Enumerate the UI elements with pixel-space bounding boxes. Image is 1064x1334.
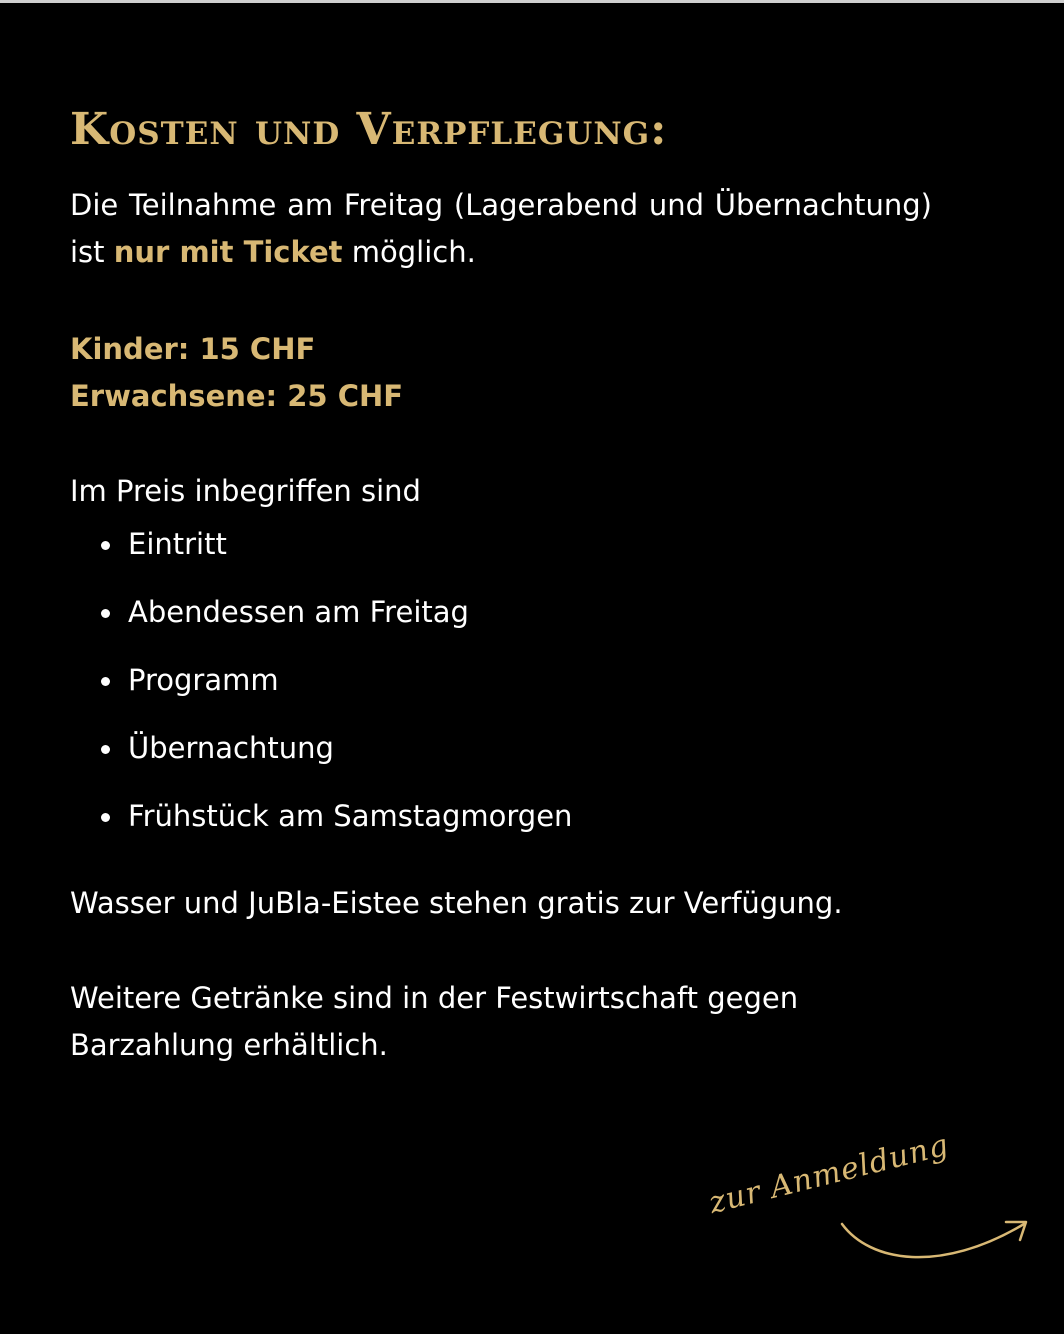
included-heading: Im Preis inbegriffen sind bbox=[70, 474, 421, 508]
ticket-highlight: nur mit Ticket bbox=[113, 235, 343, 269]
registration-link-label[interactable]: zur Anmeldung bbox=[705, 1127, 953, 1221]
list-item: Übernachtung bbox=[128, 725, 932, 772]
registration-link[interactable] bbox=[700, 1127, 1040, 1290]
page-title: Kosten und Verpflegung: bbox=[70, 104, 668, 155]
curved-arrow-right-icon bbox=[830, 1214, 1030, 1278]
price-children: Kinder: 15 CHF bbox=[70, 332, 316, 366]
price-adults: Erwachsene: 25 CHF bbox=[70, 379, 404, 413]
intro-text-before: Die Teilnahme am Freitag (Lagerabend und Übernachtung) ist bbox=[70, 188, 932, 269]
intro-paragraph bbox=[70, 182, 932, 276]
drinks-note: Weitere Getränke sind in der Festwirtschaft gegen Barzahlung erhältlich. bbox=[70, 981, 799, 1062]
list-item: Frühstück am Samstagmorgen bbox=[128, 793, 932, 840]
water-note: Wasser und JuBla-Eistee stehen gratis zur Verfügung. bbox=[70, 886, 843, 920]
intro-text-after: möglich. bbox=[342, 235, 476, 269]
list-item: Programm bbox=[128, 657, 932, 704]
included-list bbox=[70, 521, 932, 840]
price-list bbox=[70, 326, 932, 420]
top-divider bbox=[0, 0, 1064, 3]
list-item: Eintritt bbox=[128, 521, 932, 568]
main-content bbox=[70, 100, 932, 1069]
list-item: Abendessen am Freitag bbox=[128, 589, 932, 636]
